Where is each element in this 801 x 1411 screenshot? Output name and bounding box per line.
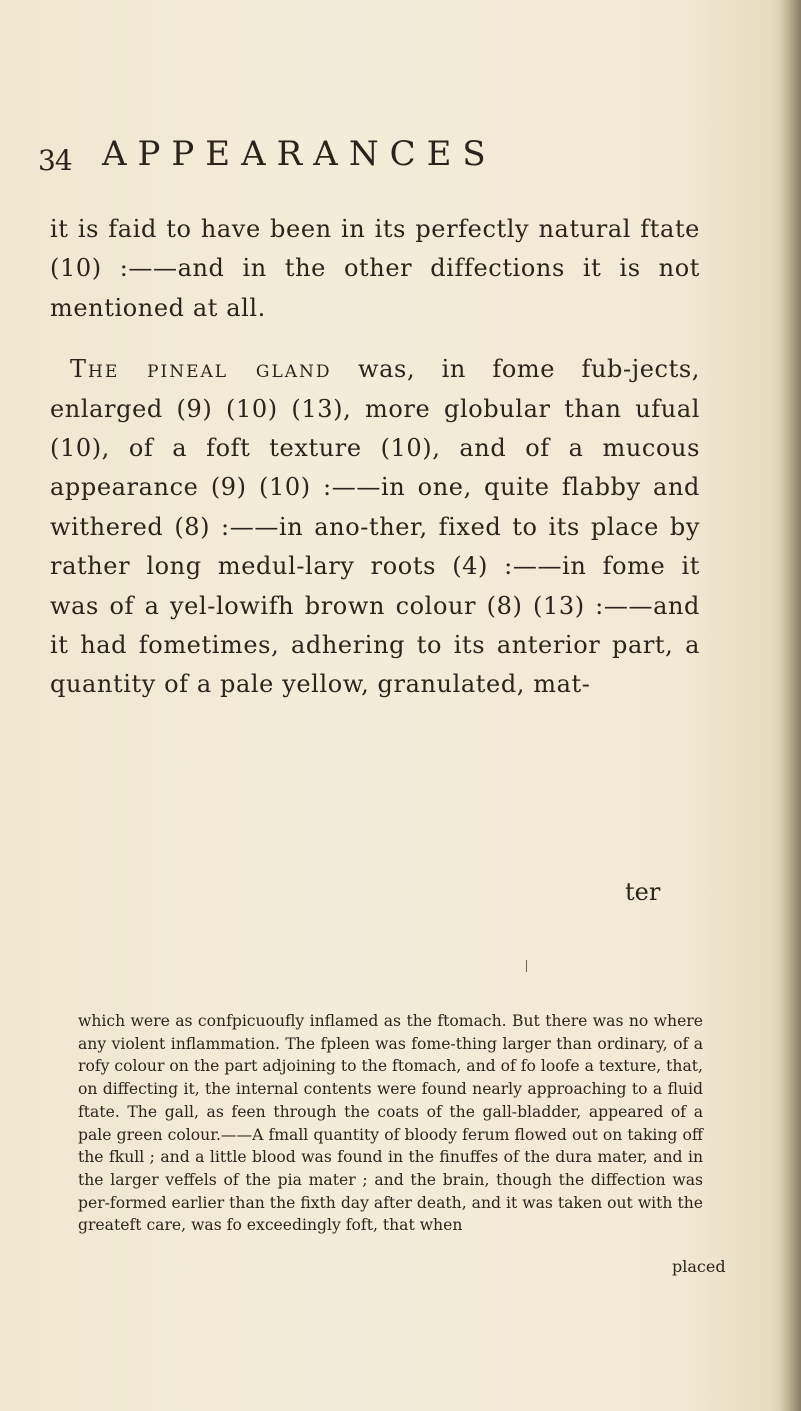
footnote: [78, 1010, 703, 1237]
footnote-text: which were as confpicuoufly inflamed as the ftomach. But there was no where any violent inflammation. The fpleen was fome-thing larger than ordinary, of a rofy colour on the part adjoining to the ftomach, and of fo loofe a texture, that, on diffecting it, the internal contents were found nearly approaching to a fluid ftate. The gall, as feen through the coats of the gall-bladder, appeared of a pale green colour.——A fmall quantity of bloody ferum flowed out on taking off the fkull ; and a little blood was found in the finuffes of the dura mater, and in the larger veffels of the pia mater ; and the brain, though the diffection was per-formed earlier than the fixth day after death, and it was taken out with the greateft care, was fo exceedingly foft, that when: [78, 1012, 703, 1235]
paragraph-1: it is faid to have been in its perfectly natural ftate (10) :——and in the other diffections it is not mentioned at all.: [50, 215, 700, 322]
main-catchword: ter: [625, 878, 661, 906]
footnote-catchword: placed: [672, 1257, 726, 1276]
paragraph-2-body: was, in fome fub-jects, enlarged (9) (10) (13), more globular than ufual (10), of a foft texture (10), and of a mucous appearance (9) (10) :——in one, quite flabby and withered (8) :——in ano-ther, fixed to its place by rather long medul-lary roots (4) :——in fome it was of a yel-lowifh brown colour (8) (13) :——and it had fometimes, adhering to its anterior part, a quantity of a pale yellow, granulated, mat-: [50, 355, 700, 699]
main-text: [50, 210, 700, 705]
running-head: APPEARANCES: [102, 134, 497, 174]
page-number: 34: [38, 144, 72, 177]
divider-mark: [526, 960, 527, 972]
paragraph-2: [50, 350, 700, 705]
paragraph-2-lead: The pineal gland: [70, 355, 332, 384]
page-spine-shadow: [779, 0, 801, 1411]
page-header: [38, 128, 678, 178]
